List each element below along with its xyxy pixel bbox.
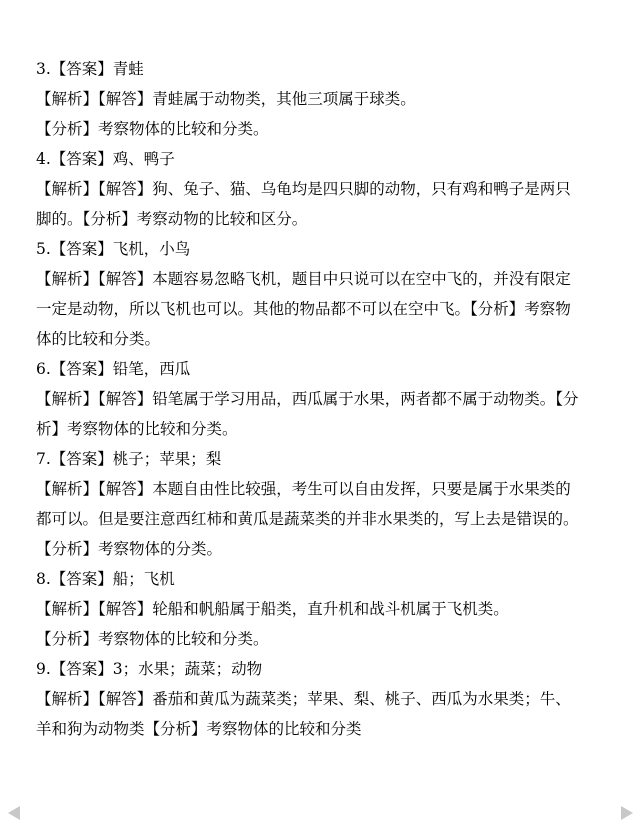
text-line: 【解析】【解答】番茄和黄瓜为蔬菜类；苹果、梨、桃子、西瓜为水果类；牛、 <box>36 690 571 708</box>
text-line: 5.【答案】飞机，小鸟 <box>36 240 191 258</box>
text-line: 【解析】【解答】轮船和帆船属于船类，直升机和战斗机属于飞机类。 <box>36 600 509 618</box>
previous-page-arrow-icon[interactable] <box>8 806 20 820</box>
text-line: 7.【答案】桃子；苹果；梨 <box>36 450 222 468</box>
next-page-arrow-icon[interactable] <box>621 806 633 820</box>
text-line: 6.【答案】铅笔，西瓜 <box>36 360 191 378</box>
text-line: 都可以。但是要注意西红柿和黄瓜是蔬菜类的并非水果类的，写上去是错误的。 <box>36 510 579 528</box>
text-line: 析】考察物体的比较和分类。 <box>36 420 238 438</box>
text-line: 4.【答案】鸡、鸭子 <box>36 150 175 168</box>
text-line: 【分析】考察物体的比较和分类。 <box>36 120 269 138</box>
text-line: 9.【答案】3；水果；蔬菜；动物 <box>36 660 263 678</box>
text-line: 【解析】【解答】铅笔属于学习用品，西瓜属于水果，两者都不属于动物类。【分 <box>36 390 579 408</box>
text-line: 【分析】考察物体的分类。 <box>36 540 223 558</box>
text-line: 脚的。【分析】考察动物的比较和区分。 <box>36 210 308 228</box>
text-line: 3.【答案】青蛙 <box>36 60 144 78</box>
text-line: 【分析】考察物体的比较和分类。 <box>36 630 269 648</box>
document-body <box>36 54 604 744</box>
text-line: 【解析】【解答】青蛙属于动物类，其他三项属于球类。 <box>36 90 416 108</box>
text-line: 【解析】【解答】狗、兔子、猫、乌龟均是四只脚的动物，只有鸡和鸭子是两只 <box>36 180 571 198</box>
text-line: 【解析】【解答】本题自由性比较强，考生可以自由发挥，只要是属于水果类的 <box>36 480 571 498</box>
text-line: 一定是动物，所以飞机也可以。其他的物品都不可以在空中飞。【分析】考察物 <box>36 300 571 318</box>
text-line: 【解析】【解答】本题容易忽略飞机，题目中只说可以在空中飞的，并没有限定 <box>36 270 571 288</box>
text-line: 体的比较和分类。 <box>36 330 161 348</box>
text-line: 羊和狗为动物类【分析】考察物体的比较和分类 <box>36 720 362 738</box>
text-line: 8.【答案】船；飞机 <box>36 570 175 588</box>
